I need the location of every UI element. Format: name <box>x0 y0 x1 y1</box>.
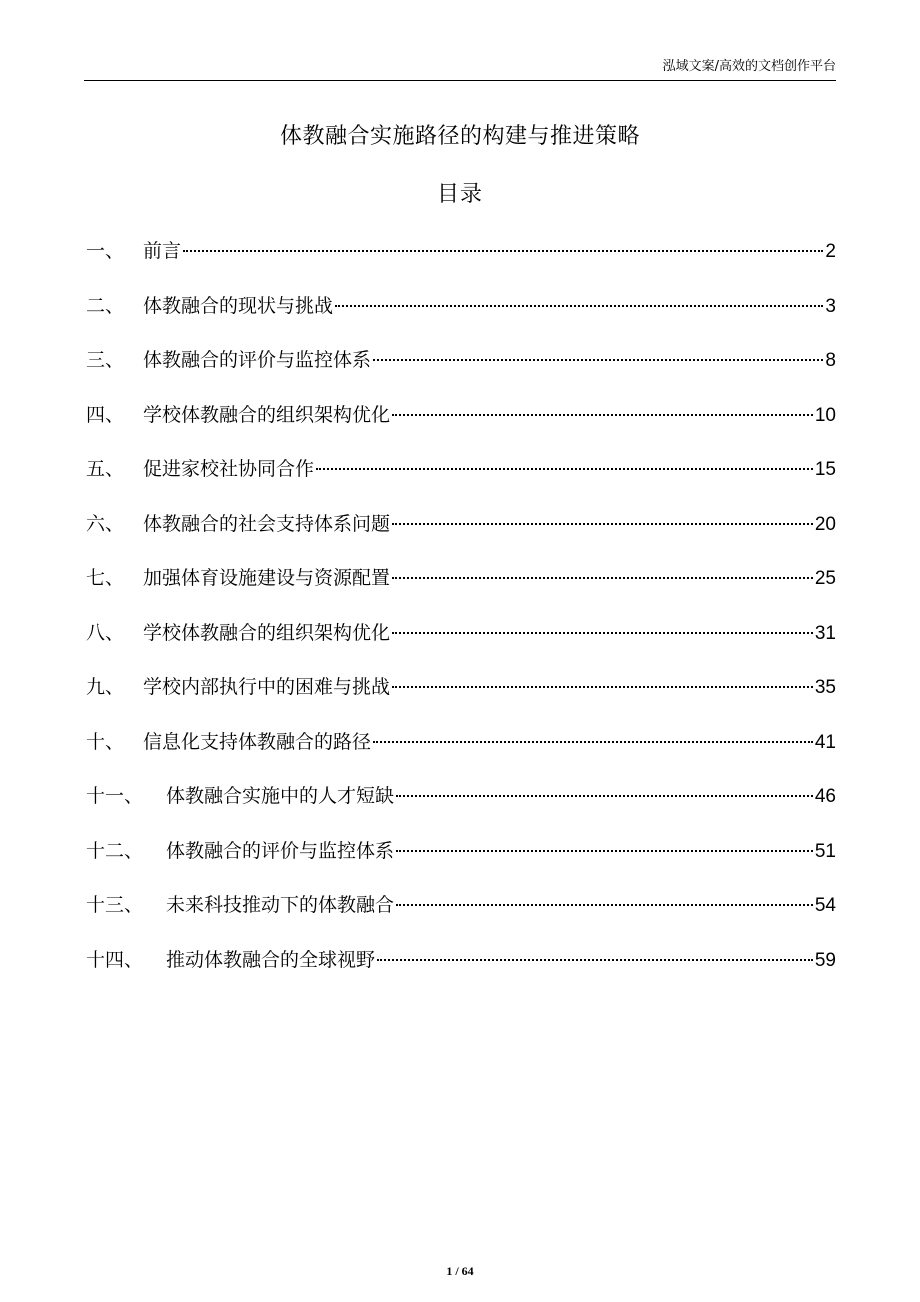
toc-entry-number: 八、 <box>86 621 125 644</box>
toc-entry-page: 35 <box>814 677 836 698</box>
page-number-footer: 1 / 64 <box>446 1264 474 1278</box>
toc-entry-number: 七、 <box>86 567 125 589</box>
toc-dot-leader <box>316 468 813 470</box>
toc-entry-number: 十三、 <box>86 894 144 916</box>
toc-entry[interactable] <box>86 563 836 618</box>
toc-entry-page: 51 <box>814 840 836 862</box>
toc-entry-title: 学校体教融合的组织架构优化 <box>143 403 391 426</box>
toc-entry[interactable] <box>86 781 836 836</box>
toc-dot-leader <box>373 359 823 361</box>
toc-entry-title: 未来科技推动下的体教融合 <box>166 894 395 916</box>
toc-entry-title: 信息化支持体教融合的路径 <box>143 730 372 753</box>
toc-dot-leader <box>396 795 813 797</box>
toc-entry[interactable] <box>86 672 836 727</box>
toc-entry-number: 十一、 <box>86 785 144 807</box>
toc-entry-page: 54 <box>814 895 836 916</box>
toc-entry-title: 体教融合的现状与挑战 <box>143 294 334 317</box>
toc-entry-title: 学校体教融合的组织架构优化 <box>143 621 391 644</box>
toc-entry-number: 九、 <box>86 676 125 698</box>
toc-entry-page: 31 <box>814 622 836 644</box>
toc-entry-page: 15 <box>814 459 836 480</box>
toc-entry-title: 学校内部执行中的困难与挑战 <box>143 676 391 698</box>
toc-entry-page: 59 <box>814 949 836 971</box>
toc-entry-title: 促进家校社协同合作 <box>143 458 315 480</box>
toc-entry[interactable] <box>86 727 836 782</box>
toc-entry-number: 十、 <box>86 730 125 753</box>
toc-entry[interactable] <box>86 836 836 891</box>
toc-entry[interactable] <box>86 291 836 346</box>
toc-entry-page: 3 <box>825 295 836 317</box>
toc-entry-number: 六、 <box>86 512 125 535</box>
document-title: 体教融合实施路径的构建与推进策略 <box>279 124 640 149</box>
header-divider <box>84 80 836 81</box>
toc-entry-page: 20 <box>814 513 836 535</box>
toc-entry-title: 体教融合的社会支持体系问题 <box>143 512 391 535</box>
toc-entry-title: 体教融合的评价与监控体系 <box>166 839 395 862</box>
toc-entry[interactable] <box>86 400 836 455</box>
toc-dot-leader <box>396 904 813 906</box>
toc-dot-leader <box>392 414 813 416</box>
toc-heading: 目录 <box>436 182 483 207</box>
toc-entry-number: 一、 <box>86 240 125 262</box>
toc-entry-title: 推动体教融合的全球视野 <box>166 948 376 971</box>
toc-entry-page: 8 <box>825 350 836 371</box>
toc-entry-page: 41 <box>814 731 836 753</box>
toc-dot-leader <box>392 577 813 579</box>
toc-entry-number: 四、 <box>86 403 125 426</box>
page-header: 泓域文案/高效的文档创作平台 <box>662 59 836 74</box>
toc-entry[interactable] <box>86 890 836 945</box>
toc-entry-number: 三、 <box>86 349 125 371</box>
toc-entry-number: 五、 <box>86 458 125 480</box>
table-of-contents <box>86 236 836 999</box>
toc-entry-title: 加强体育设施建设与资源配置 <box>143 567 391 589</box>
toc-entry[interactable] <box>86 236 836 291</box>
toc-entry[interactable] <box>86 345 836 400</box>
toc-dot-leader <box>392 523 813 525</box>
toc-entry[interactable] <box>86 509 836 564</box>
toc-entry-page: 10 <box>814 404 836 426</box>
toc-entry-number: 十四、 <box>86 948 144 971</box>
toc-entry-title: 前言 <box>143 240 182 262</box>
toc-dot-leader <box>373 741 813 743</box>
toc-entry-page: 2 <box>825 241 836 262</box>
toc-entry-number: 十二、 <box>86 839 144 862</box>
toc-entry-title: 体教融合的评价与监控体系 <box>143 349 372 371</box>
toc-entry-page: 46 <box>814 786 836 807</box>
toc-dot-leader <box>396 850 813 852</box>
toc-dot-leader <box>392 632 813 634</box>
toc-entry[interactable] <box>86 618 836 673</box>
toc-entry[interactable] <box>86 454 836 509</box>
toc-entry[interactable] <box>86 945 836 1000</box>
toc-entry-number: 二、 <box>86 294 125 317</box>
toc-entry-page: 25 <box>814 568 836 589</box>
toc-dot-leader <box>377 959 813 961</box>
toc-dot-leader <box>335 305 823 307</box>
toc-dot-leader <box>392 686 813 688</box>
toc-dot-leader <box>183 250 823 252</box>
toc-entry-title: 体教融合实施中的人才短缺 <box>166 785 395 807</box>
